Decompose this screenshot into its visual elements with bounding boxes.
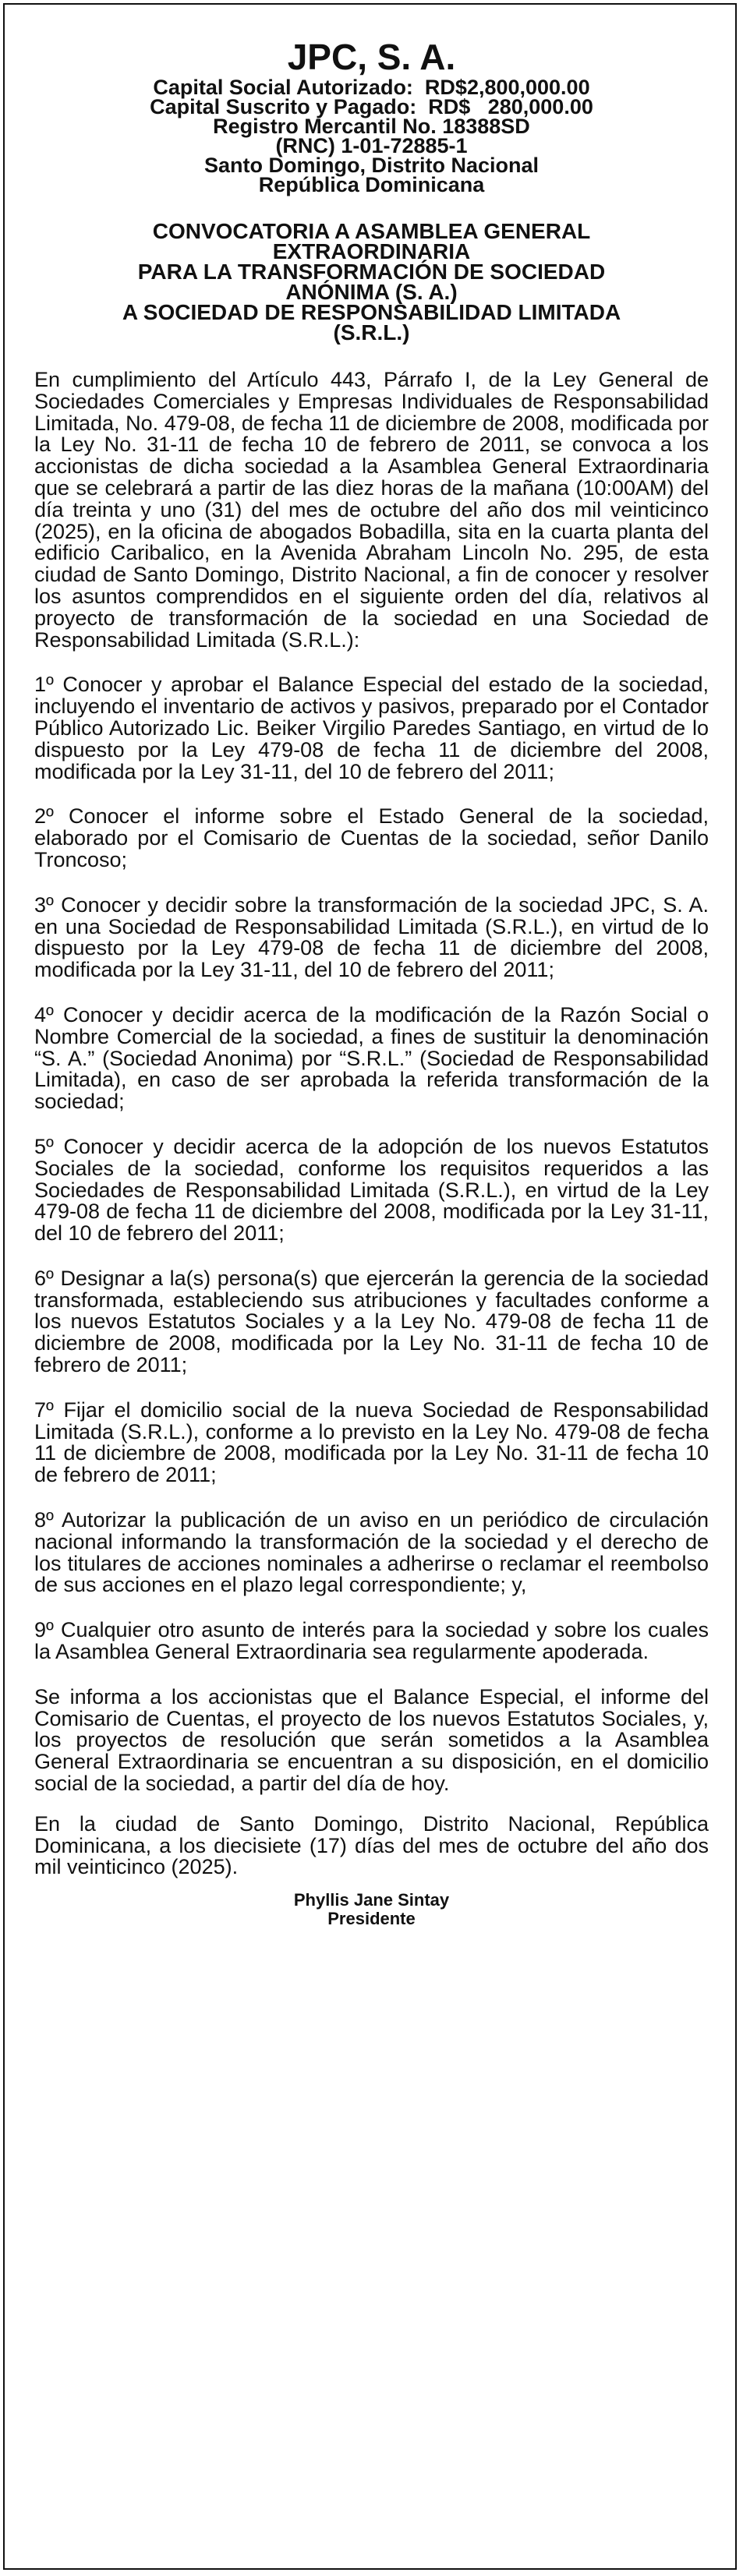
agenda-item-4: 4º Conocer y decidir acerca de la modificación de la Razón Social o Nombre Comercial de la sociedad, a fines de sustituir la denominación “S. A.” (Sociedad Anonima) por “S.R.L.” (Sociedad de Responsabilidad Limitada), en caso de ser aprobada la referida transformación de la sociedad;: [34, 1002, 709, 1114]
paid-capital: Capital Suscrito y Pagado: RD$ 280,000.00: [150, 95, 593, 118]
closing-paragraph: En la ciudad de Santo Domingo, Distrito Nacional, República Dominicana, a los diecisiete (17) días del mes de octubre del año dos mil veinticinco (2025).: [34, 1811, 709, 1879]
title-line: ANÓNIMA (S. A.): [285, 280, 458, 304]
country-line: República Dominicana: [258, 173, 485, 196]
mercantile-registry: Registro Mercantil No. 18388SD: [213, 115, 530, 138]
authorized-capital: Capital Social Autorizado: RD$2,800,000.00: [153, 76, 590, 99]
city-line: Santo Domingo, Distrito Nacional: [203, 154, 540, 177]
rnc-number: (RNC) 1-01-72885-1: [275, 134, 468, 157]
agenda-item-8: 8º Autorizar la publicación de un aviso en un periódico de circulación nacional informando la transformación de la sociedad y el derecho de los titulares de acciones nominales a adherirse o reclamar el reembolso de sus acciones en el plazo legal correspondiente; y,: [34, 1508, 709, 1597]
notice-title: [34, 221, 709, 343]
company-header: [34, 39, 709, 195]
title-line: A SOCIEDAD DE RESPONSABILIDAD LIMITADA: [122, 300, 621, 324]
title-line: CONVOCATORIA A ASAMBLEA GENERAL: [152, 219, 591, 243]
company-name: JPC, S. A.: [287, 37, 456, 77]
intro-paragraph: En cumplimiento del Artículo 443, Párrafo I, de la Ley General de Sociedades Comerciales y Empresas Individuales de Responsabilidad Limitada, No. 479-08, de fecha 11 de diciembre de 2008, modificada por la Ley No. 31-11 de fecha 10 de febrero de 2011, se convoca a los accionistas de dicha sociedad a la Asamblea General Extraordinaria que se celebrará a partir de las diez horas de la mañana (10:00AM) del día treinta y uno (31) del mes de octubre del año dos mil veinticinco (2025), en la oficina de abogados Bobadilla, sita en la cuarta planta del edificio Caribalico, en la Avenida Abraham Lincoln No. 295, de esta ciudad de Santo Domingo, Distrito Nacional, a fin de conocer y resolver los asuntos comprendidos en el siguiente orden del día, relativos al proyecto de transformación de la sociedad en una Sociedad de Responsabilidad Limitada (S.R.L.):: [34, 368, 709, 652]
signatory-name: Phyllis Jane Sintay: [293, 1890, 450, 1910]
notice-frame: [3, 3, 737, 2570]
agenda-item-1: 1º Conocer y aprobar el Balance Especial del estado de la sociedad, incluyendo el inventario de activos y pasivos, preparado por el Contador Público Autorizado Lic. Beiker Virgilio Paredes Santiago, en virtud de lo dispuesto por la Ley 479-08 de fecha 11 de diciembre del 2008, modificada por la Ley 31-11, del 10 de febrero del 2011;: [34, 673, 709, 783]
signatory-role: Presidente: [327, 1909, 416, 1929]
title-line: (S.R.L.): [333, 320, 410, 345]
information-paragraph: Se informa a los accionistas que el Balance Especial, el informe del Comisario de Cuentas, el proyecto de los nuevos Estatutos Sociales, y, los proyectos de resolución que serán sometidos a la Asamblea General Extraordinaria se encuentran a su disposición, en el domicilio social de la sociedad, a partir del día de hoy.: [34, 1684, 709, 1796]
agenda-list: [34, 674, 709, 1663]
signature-block: [34, 1891, 709, 1928]
title-line: PARA LA TRANSFORMACIÓN DE SOCIEDAD: [137, 260, 606, 284]
agenda-item-6: 6º Designar a la(s) persona(s) que ejercerán la gerencia de la sociedad transformada, estableciendo sus atribuciones y facultades conforme a los nuevos Estatutos Sociales y a la Ley No. 479-08 de fecha 11 de diciembre de 2008, modificada por la Ley No. 31-11 de fecha 10 de febrero de 2011;: [34, 1266, 709, 1377]
agenda-item-7: 7º Fijar el domicilio social de la nueva Sociedad de Responsabilidad Limitada (S.R.L.), conforme a lo previsto en la Ley No. 479-08 de fecha 11 de diciembre de 2008, modificada por la Ley No. 31-11 de fecha 10 de febrero de 2011;: [34, 1398, 709, 1487]
notice-content: [34, 39, 709, 1928]
agenda-item-3: 3º Conocer y decidir sobre la transformación de la sociedad JPC, S. A. en una Sociedad de Responsabilidad Limitada (S.R.L.), en virtud de lo dispuesto por la Ley 479-08 de fecha 11 de diciembre del 2008, modificada por la Ley 31-11, del 10 de febrero del 2011;: [34, 892, 709, 982]
agenda-item-9: 9º Cualquier otro asunto de interés para la sociedad y sobre los cuales la Asamblea General Extraordinaria sea regularmente apoderada.: [34, 1618, 709, 1664]
agenda-item-2: 2º Conocer el informe sobre el Estado General de la sociedad, elaborado por el Comisario de Cuentas de la sociedad, señor Danilo Troncoso;: [34, 804, 709, 871]
agenda-item-5: 5º Conocer y decidir acerca de la adopción de los nuevos Estatutos Sociales de la sociedad, conforme los requisitos requeridos a las Sociedades de Responsabilidad Limitada (S.R.L.), en virtud de la Ley 479-08 de fecha 11 de diciembre del 2008, modificada por la Ley 31-11, del 10 de febrero del 2011;: [34, 1134, 709, 1246]
title-line: EXTRAORDINARIA: [272, 239, 471, 263]
